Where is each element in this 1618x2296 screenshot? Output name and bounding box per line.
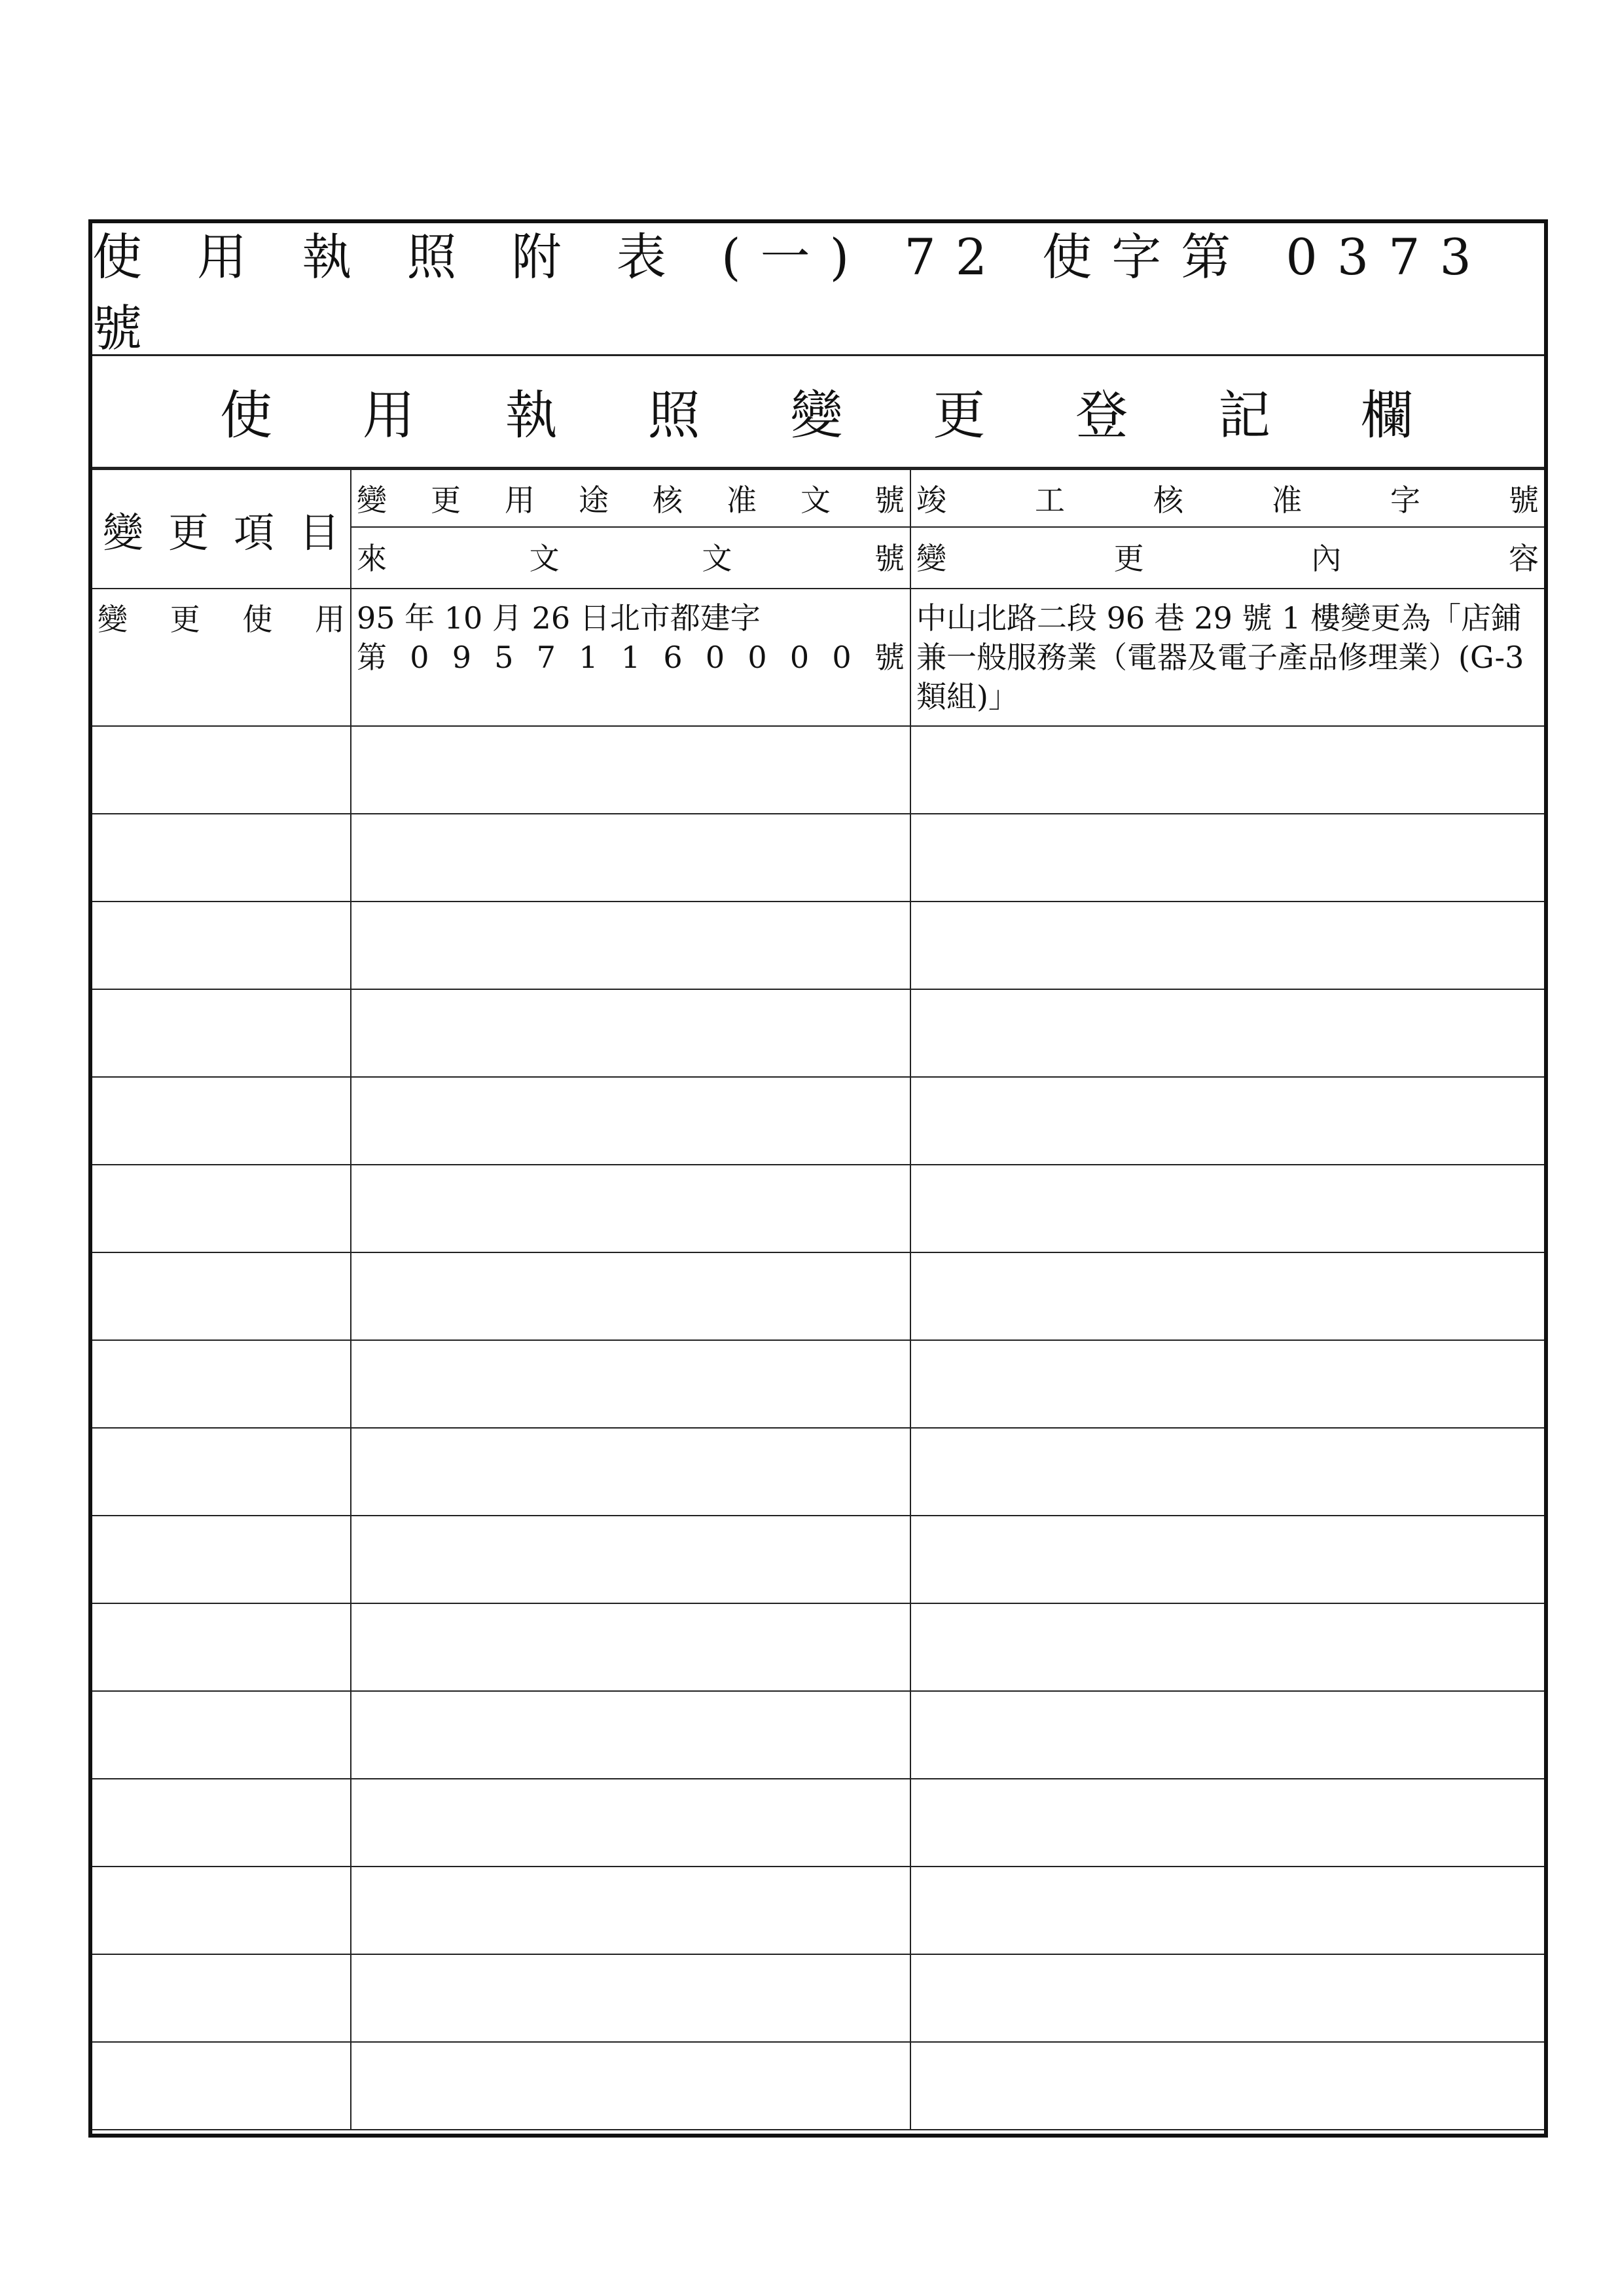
header-char: 字 — [1390, 483, 1420, 518]
header-char: 容 — [1508, 541, 1539, 576]
table-row — [92, 589, 1544, 726]
header-approval-no — [351, 470, 910, 528]
empty-cell — [92, 1340, 351, 1428]
empty-cell — [92, 1691, 351, 1779]
header-incoming-no — [351, 528, 910, 585]
empty-cell — [92, 902, 351, 989]
header-char: 號 — [874, 541, 905, 576]
header-char: 更 — [168, 508, 209, 556]
empty-cell — [351, 1779, 910, 1867]
empty-cell — [92, 1165, 351, 1252]
empty-cell — [351, 1340, 910, 1428]
doc-char: 第 — [357, 640, 387, 675]
item-char: 用 — [314, 602, 345, 637]
header-char: 竣 — [916, 483, 946, 518]
title-char: 記 — [1218, 384, 1271, 446]
cell-item — [92, 589, 351, 726]
empty-cell — [910, 726, 1544, 814]
item-char: 使 — [242, 602, 273, 637]
header-char: 核 — [653, 483, 683, 518]
empty-cell — [351, 814, 910, 902]
table-row — [92, 902, 1544, 989]
header-item — [92, 469, 351, 589]
header-char: 目 — [298, 508, 340, 556]
header-char: 准 — [727, 483, 757, 518]
header-char: 更 — [1113, 541, 1144, 576]
table-row — [92, 1691, 1544, 1779]
table-row — [92, 1867, 1544, 1954]
empty-cell — [351, 1603, 910, 1691]
header-char: 文 — [702, 541, 732, 576]
doc-char: 0 — [747, 640, 767, 675]
empty-cell — [910, 1428, 1544, 1516]
header-change-content — [911, 528, 1544, 585]
title-char: 照 — [647, 384, 700, 446]
header-docs — [351, 469, 910, 589]
empty-cell — [351, 1252, 910, 1340]
empty-cell — [910, 1516, 1544, 1603]
cell-change-content — [910, 589, 1544, 726]
empty-cell — [351, 1165, 910, 1252]
empty-cell — [92, 1603, 351, 1691]
header-char: 變 — [916, 541, 946, 576]
table-row — [92, 814, 1544, 902]
header-char: 號 — [1509, 483, 1539, 518]
empty-cell — [351, 1077, 910, 1165]
empty-cell — [351, 1428, 910, 1516]
empty-cell — [351, 1516, 910, 1603]
empty-cell — [92, 1077, 351, 1165]
doc-char: 1 — [620, 640, 641, 675]
empty-cell — [910, 2042, 1544, 2130]
item-char: 更 — [170, 602, 200, 637]
empty-cell — [92, 814, 351, 902]
header-char: 准 — [1272, 483, 1302, 518]
header-char: 更 — [431, 483, 461, 518]
change-content-text: 中山北路二段 96 巷 29 號 1 樓變更為「店鋪兼一般服務業（電器及電子產品修理業）(G-3 類組)」 — [916, 600, 1524, 714]
empty-cell — [910, 1603, 1544, 1691]
header-char: 內 — [1311, 541, 1342, 576]
doc-char: 5 — [494, 640, 514, 675]
table-row — [92, 1165, 1544, 1252]
empty-cell — [92, 1867, 351, 1954]
empty-cell — [92, 1516, 351, 1603]
header-char: 變 — [103, 508, 144, 556]
header-completion-no — [911, 470, 1544, 528]
doc-char: 0 — [832, 640, 852, 675]
empty-cell — [910, 1165, 1544, 1252]
empty-cell — [910, 1954, 1544, 2042]
header-char: 變 — [357, 483, 387, 518]
empty-cell — [351, 726, 910, 814]
item-char: 變 — [98, 602, 128, 637]
empty-cell — [910, 902, 1544, 989]
empty-cell — [910, 1691, 1544, 1779]
header-char: 核 — [1153, 483, 1183, 518]
doc-char: 號 — [874, 640, 905, 675]
permit-title: 使 用 執 照 附 表 (一) 72 使字第 0373 號 — [92, 223, 1544, 356]
empty-cell — [910, 814, 1544, 902]
document-frame — [88, 219, 1548, 2138]
doc-char: 0 — [705, 640, 725, 675]
doc-char: 1 — [579, 640, 598, 675]
table-row — [92, 1954, 1544, 2042]
title-char: 更 — [933, 384, 986, 446]
doc-line1: 95 年 10 月 26 日北市都建字 — [357, 600, 761, 636]
empty-cell — [92, 2042, 351, 2130]
empty-cell — [351, 2042, 910, 2130]
cell-doc-number — [351, 589, 910, 726]
title-char: 登 — [1075, 384, 1128, 446]
empty-cell — [910, 1867, 1544, 1954]
empty-cell — [910, 1252, 1544, 1340]
title-char: 欄 — [1361, 384, 1413, 446]
table-row — [92, 726, 1544, 814]
empty-cell — [351, 1867, 910, 1954]
table-row — [92, 1428, 1544, 1516]
empty-cell — [910, 1779, 1544, 1867]
doc-char: 7 — [536, 640, 556, 675]
empty-cell — [910, 1340, 1544, 1428]
empty-cell — [351, 989, 910, 1077]
empty-cell — [351, 1691, 910, 1779]
register-title — [92, 354, 1544, 469]
table-row — [92, 1516, 1544, 1603]
header-char: 工 — [1035, 483, 1065, 518]
change-register-table — [92, 469, 1544, 2130]
table-row — [92, 1077, 1544, 1165]
table-row — [92, 989, 1544, 1077]
doc-char: 0 — [410, 640, 429, 675]
empty-cell — [92, 1428, 351, 1516]
empty-cell — [351, 1954, 910, 2042]
doc-char: 9 — [452, 640, 472, 675]
header-char: 用 — [505, 483, 535, 518]
empty-cell — [92, 1954, 351, 2042]
header-char: 號 — [874, 483, 905, 518]
table-row — [92, 2042, 1544, 2130]
header-row — [92, 469, 1544, 589]
header-char: 途 — [579, 483, 609, 518]
header-completion — [910, 469, 1544, 589]
title-char: 執 — [505, 384, 558, 446]
empty-cell — [910, 1077, 1544, 1165]
header-char: 文 — [529, 541, 560, 576]
blank-rows — [92, 726, 1544, 2130]
doc-char: 0 — [789, 640, 810, 675]
doc-char: 6 — [663, 640, 683, 675]
empty-cell — [92, 1252, 351, 1340]
empty-cell — [92, 1779, 351, 1867]
title-char: 使 — [220, 384, 272, 446]
header-char: 來 — [357, 541, 387, 576]
empty-cell — [92, 726, 351, 814]
header-char: 文 — [800, 483, 831, 518]
doc-line2 — [351, 638, 910, 677]
table-row — [92, 1340, 1544, 1428]
empty-cell — [351, 902, 910, 989]
table-row — [92, 1603, 1544, 1691]
table-row — [92, 1252, 1544, 1340]
title-char: 用 — [362, 384, 415, 446]
title-char: 變 — [790, 384, 843, 446]
header-char: 項 — [233, 508, 274, 556]
empty-cell — [910, 989, 1544, 1077]
table-row — [92, 1779, 1544, 1867]
empty-cell — [92, 989, 351, 1077]
